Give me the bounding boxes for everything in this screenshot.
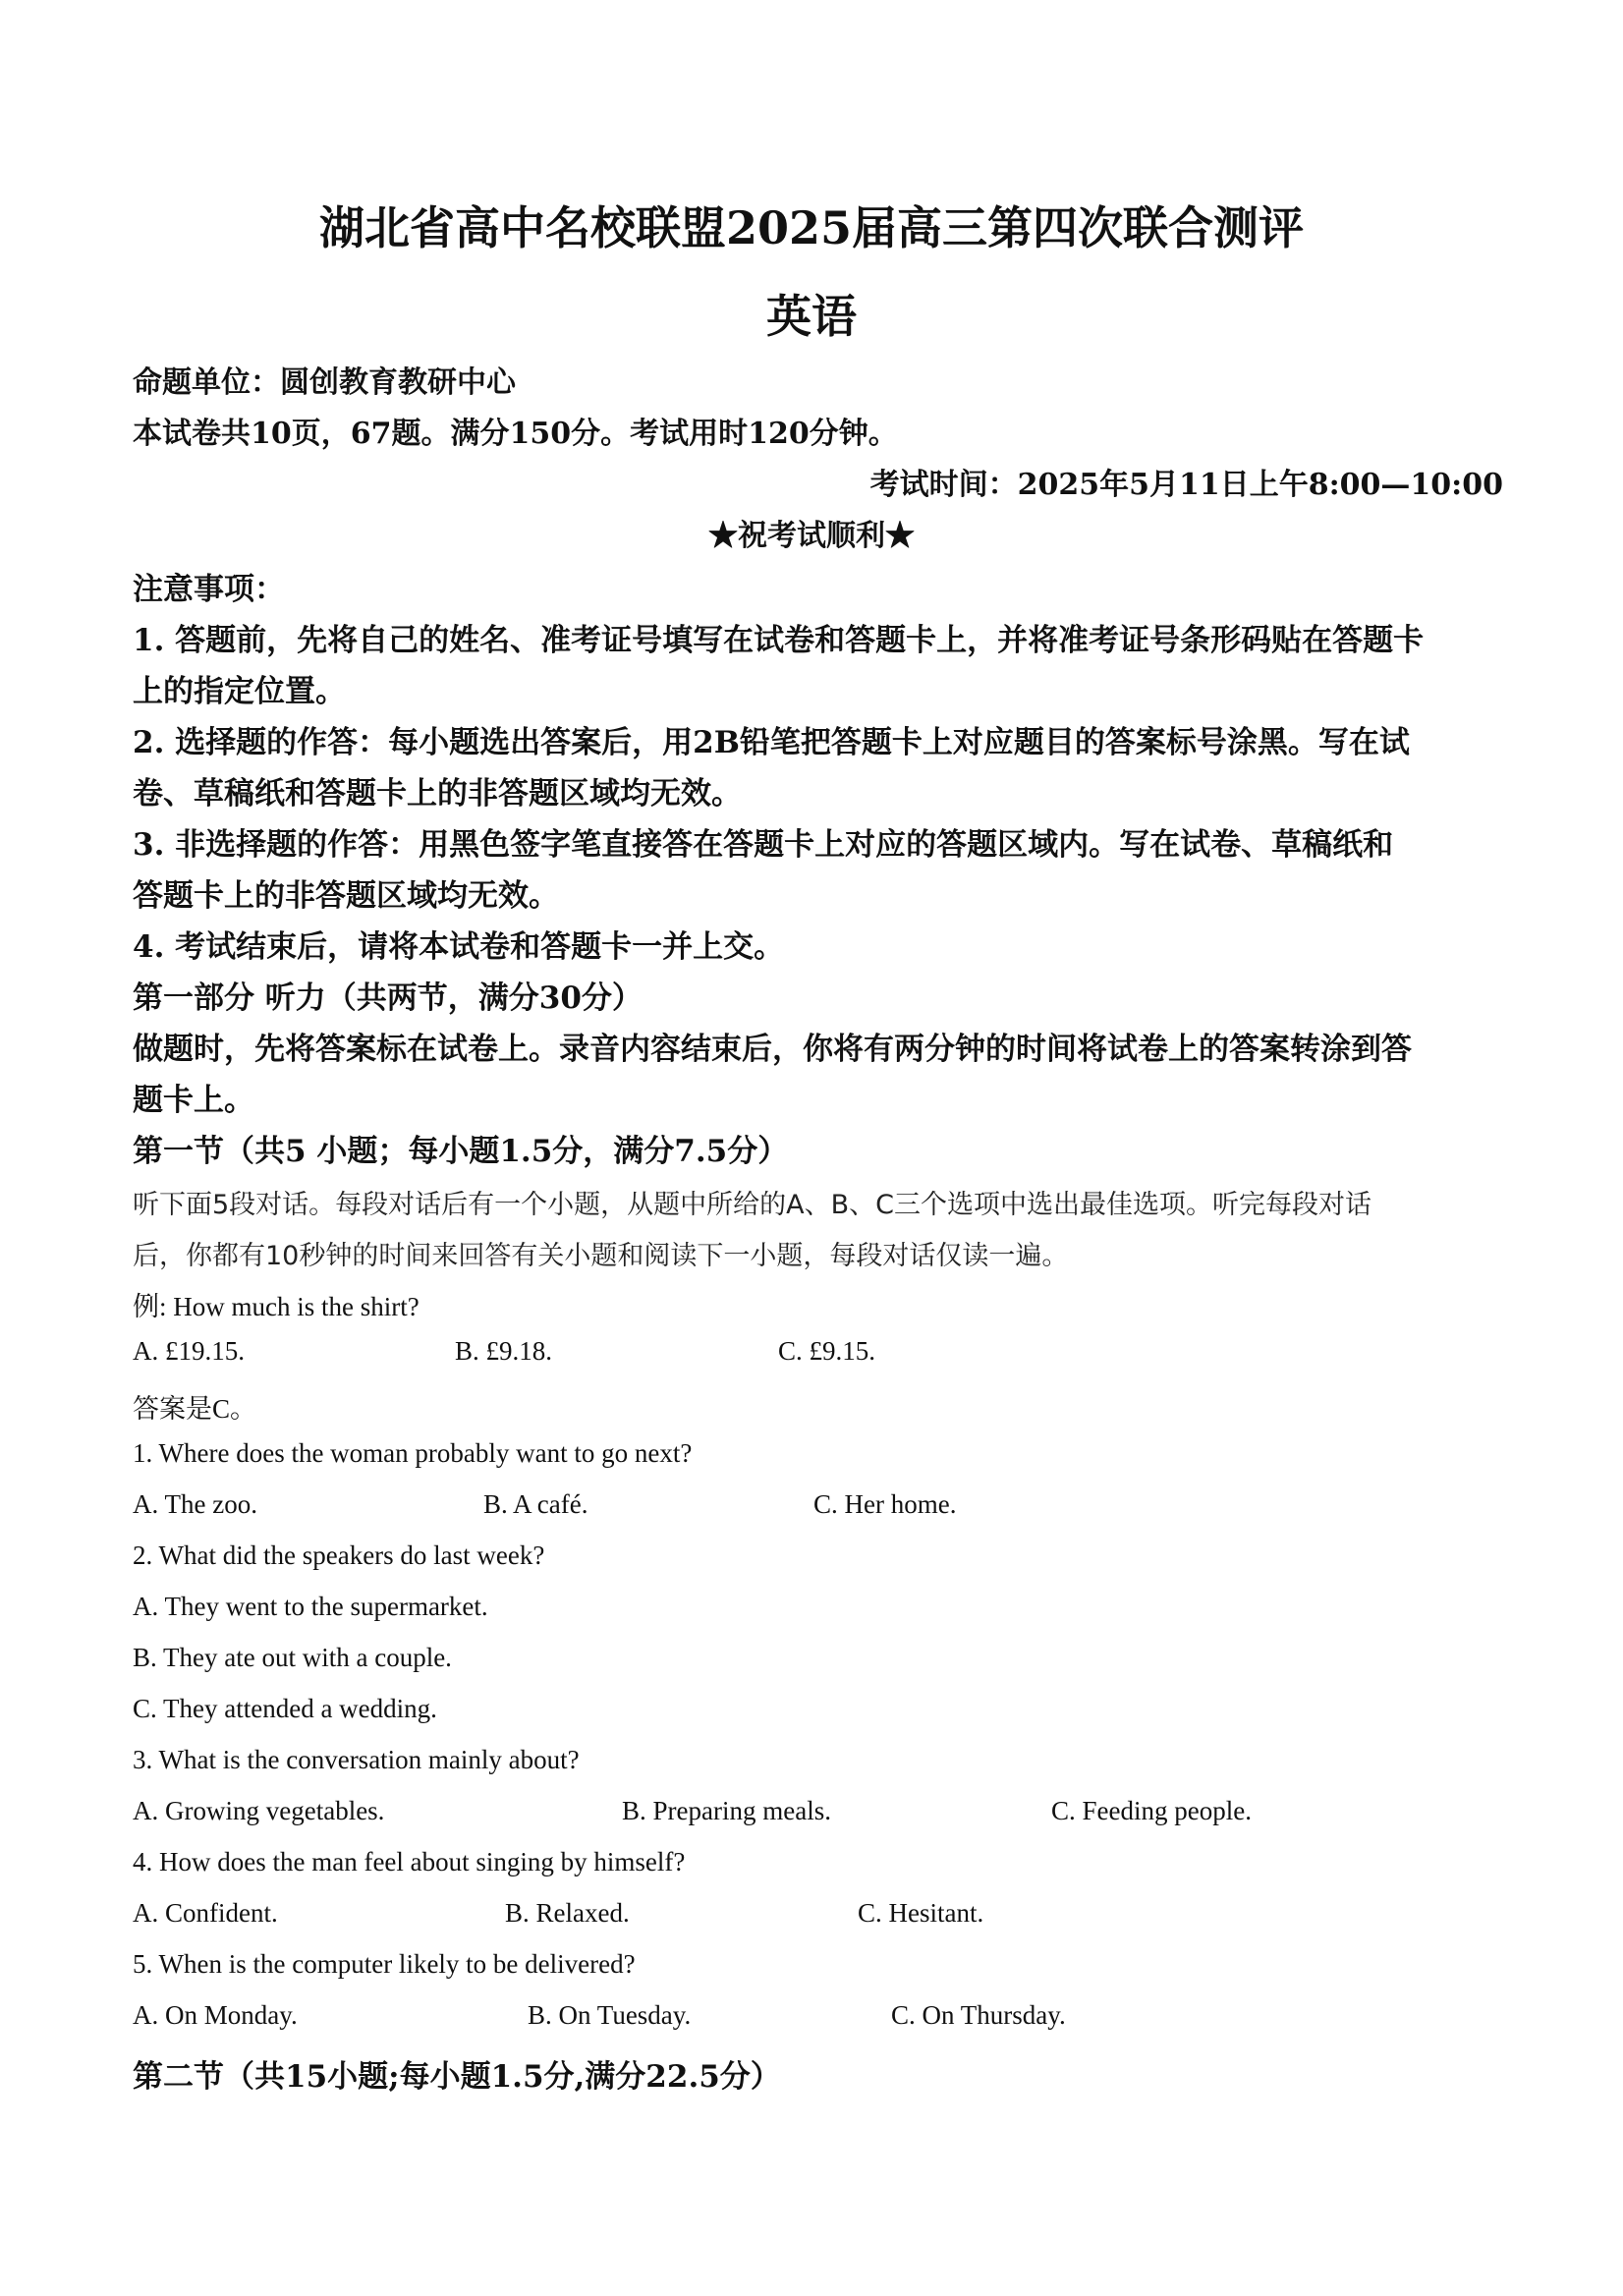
example-option-b: B. £9.18. [455, 1336, 553, 1366]
wish-line: ★祝考试顺利★ [708, 519, 915, 553]
part1-instruction-cont: 题卡上。 [133, 1083, 254, 1118]
question-2: 2. What did the speakers do last week? [133, 1540, 545, 1570]
notice-item-3: 3. 非选择题的作答：用黑色签字笔直接答在答题卡上对应的答题区域内。写在试卷、草稿纸和 [133, 827, 1394, 863]
exam-title: 湖北省高中名校联盟2025届高三第四次联合测评 [318, 201, 1305, 254]
exam-subject: 英语 [766, 290, 857, 343]
part1-heading: 第一部分 听力（共两节，满分30分） [133, 980, 643, 1016]
example-option-c: C. £9.15. [778, 1336, 876, 1366]
notice-item-2-cont: 卷、草稿纸和答题卡上的非答题区域均无效。 [133, 776, 742, 812]
question-5: 5. When is the computer likely to be delivered? [133, 1949, 636, 1979]
exam-time: 考试时间：2025年5月11日上午8:00—10:00 [869, 468, 1503, 502]
section1-instruction: 听下面5段对话。每段对话后有一个小题，从题中所给的A、B、C三个选项中选出最佳选项。听完每段对话 [133, 1190, 1372, 1220]
part1-instruction: 做题时，先将答案标在试卷上。录音内容结束后，你将有两分钟的时间将试卷上的答案转涂到答 [133, 1032, 1412, 1067]
section1-instruction-cont: 后，你都有10秒钟的时间来回答有关小题和阅读下一小题，每段对话仅读一遍。 [133, 1241, 1069, 1271]
question-3-option-b: B. Preparing meals. [622, 1796, 831, 1825]
section2-heading: 第二节（共15小题;每小题1.5分,满分22.5分） [133, 2059, 781, 2095]
question-2-option-c: C. They attended a wedding. [133, 1694, 437, 1723]
notice-heading: 注意事项： [133, 572, 285, 607]
question-5-option-b: B. On Tuesday. [528, 2000, 692, 2030]
exam-unit: 命题单位：圆创教育教研中心 [133, 365, 516, 400]
notice-item-2: 2. 选择题的作答：每小题选出答案后，用2B铅笔把答题卡上对应题目的答案标号涂黑。写在试 [133, 725, 1410, 760]
question-1-option-b: B. A café. [483, 1489, 588, 1519]
paper-info: 本试卷共10页，67题。满分150分。考试用时120分钟。 [133, 417, 898, 451]
question-5-option-c: C. On Thursday. [891, 2000, 1066, 2030]
question-2-option-a: A. They went to the supermarket. [133, 1592, 488, 1621]
question-1: 1. Where does the woman probably want to go next? [133, 1438, 693, 1468]
question-1-option-a: A. The zoo. [133, 1489, 257, 1519]
question-3-option-a: A. Growing vegetables. [133, 1796, 385, 1825]
question-1-option-c: C. Her home. [813, 1489, 957, 1519]
notice-item-3-cont: 答题卡上的非答题区域均无效。 [133, 878, 559, 914]
question-3-option-c: C. Feeding people. [1051, 1796, 1252, 1825]
notice-item-1: 1. 答题前，先将自己的姓名、准考证号填写在试卷和答题卡上，并将准考证号条形码贴在答题卡 [133, 623, 1425, 658]
question-4: 4. How does the man feel about singing by himself? [133, 1847, 686, 1876]
example-option-a: A. £19.15. [133, 1336, 245, 1366]
question-2-option-b: B. They ate out with a couple. [133, 1643, 452, 1672]
example-answer: 答案是C。 [133, 1394, 257, 1424]
question-3: 3. What is the conversation mainly about? [133, 1745, 580, 1774]
notice-item-4: 4. 考试结束后，请将本试卷和答题卡一并上交。 [133, 929, 785, 965]
example-question: 例: How much is the shirt? [133, 1292, 420, 1321]
question-4-option-a: A. Confident. [133, 1898, 278, 1928]
question-4-option-c: C. Hesitant. [858, 1898, 984, 1928]
question-5-option-a: A. On Monday. [133, 2000, 298, 2030]
notice-item-1-cont: 上的指定位置。 [133, 674, 346, 709]
question-4-option-b: B. Relaxed. [505, 1898, 630, 1928]
section1-heading: 第一节（共5 小题；每小题1.5分，满分7.5分） [133, 1134, 789, 1169]
